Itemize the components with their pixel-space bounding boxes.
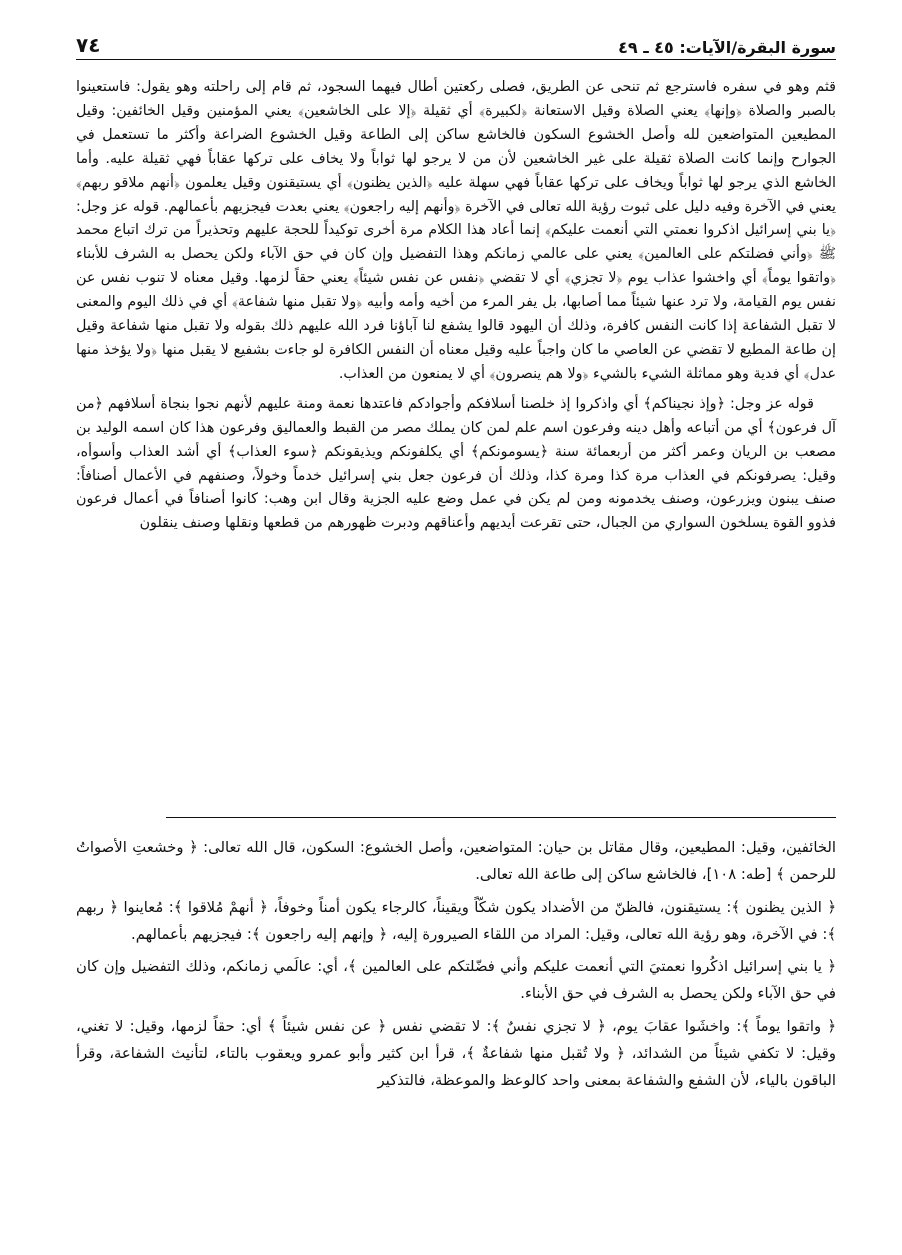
footnote-paragraph-3: ﴿ يا بني إسرائيل اذكُروا نعمتيَ التي أنعمت عليكم وأني فضّلتكم على العالمين ﴾، أي: عالَمي زمانكم، وذلك التفضيل وإن كان في حق الآباء ولكن يحصل به الشرف في حق الأبناء. <box>76 958 836 1003</box>
page-number: ٧٤ <box>76 33 101 57</box>
footnote-divider <box>166 817 836 818</box>
page-header <box>76 30 836 60</box>
footnotes <box>76 834 836 1099</box>
main-text <box>76 76 836 536</box>
book-page <box>76 26 836 1236</box>
footnote-paragraph-1: الخائفين، وقيل: المطيعين، وقال مقاتل بن حيان: المتواضعين، وأصل الخشوع: السكون، قال الله تعالى: ﴿ وخشعتِ الأصواتُ للرحمن ﴾ [طه: ١٠٨]، فالخاشع ساكن إلى طاعة الله تعالى. <box>76 839 836 884</box>
main-paragraph-2: قوله عز وجل: ﴿وإذ نجيناكم﴾ أي واذكروا إذ خلصنا أسلافكم وأجوادكم فاعتدها نعمة ومنة عليهم لأنهم نجوا بنجاة أسلافهم ﴿من آل فرعون﴾ أي من أتباعه وأهل دينه وفرعون اسم علم لمن كان يملك مصر من القبط والعماليق وفرعون هذا كان اسمه الوليد بن مصعب بن الريان وعمر أكثر من أربعمائة سنة ﴿يسومونكم﴾ أي يكلفونكم ويذيقونكم ﴿سوء العذاب﴾ أي أشد العذاب وأسوأه، وقيل: يصرفونكم في العذاب مرة كذا ومرة كذا، وذلك أن فرعون جعل بني إسرائيل خدماً وخولاً، وصنفهم في الأعمال أصنافاً: صنف يبنون ويزرعون، وصنف يخدمونه ومن لم يكن في عمل وضع عليه الجزية وقال ابن وهب: كانوا أصنافاً في أعمال فرعون فذوو القوة يسلخون السواري من الجبال، حتى تقرعت أيديهم وأعناقهم ودبرت ظهورهم من قطعها ونقلها وصنف ينقلون <box>76 395 836 532</box>
footnote-paragraph-2: ﴿ الذين يظنون ﴾: يستيقنون، فالظنّ من الأضداد يكون شكّاً ويقيناً، كالرجاء يكون أمناً وخوفاً، ﴿ أنهمْ مُلاقوا ﴾: مُعاينوا ﴿ ربهم ﴾: في الآخرة، وهو رؤية الله تعالى، وقيل: المراد من اللقاء الصيرورة إليه، ﴿ وإنهم إليه راجعون ﴾: فيجزيهم بأعمالهم. <box>76 898 836 943</box>
footnote-paragraph-4: ﴿ واتقوا يوماً ﴾: واخشَوا عقابَ يوم، ﴿ لا تجزي نفسٌ ﴾: لا تقضي نفس ﴿ عن نفس شيئاً ﴾ أي: حقاً لزمها، وقيل: لا تغني، وقيل: لا تكفي شيئاً من الشدائد، ﴿ ولا تُقبل منها شفاعةٌ ﴾، قرأ ابن كثير وأبو عمرو ويعقوب بالتاء، لتأنيث الشفاعة، وقرأ الباقون بالياء، لأن الشفع والشفاعة بمعنى واحد كالوعظ والموعظة، فالتذكير <box>76 1017 836 1090</box>
running-title: سورة البقرة/الآيات: ٤٥ ـ ٤٩ <box>618 38 836 57</box>
main-paragraph-1: قثم وهو في سفره فاسترجع ثم تنحى عن الطريق، فصلى ركعتين أطال فيهما السجود، ثم قام إلى راحلته وهو يقول: فاستعينوا بالصبر والصلاة ﴿وإنها﴾ يعني الصلاة وقيل الاستعانة ﴿لكبيرة﴾ أي ثقيلة ﴿إلا على الخاشعين﴾ يعني المؤمنين وقيل الخائفين: وقيل المطيعين المتواضعين لله وأصل الخشوع السكون فالخاشع ساكن إلى الطاعة وقيل الخشوع الضراعة وأكثر ما تستعمل في الجوارح وإنما كانت الصلاة ثقيلة على غير الخاشعين لأن من لا يرجو لها ثواباً ولا يخاف على تركها عقاباً فهي ثقيلة عليه. وأما الخاشع الذي يرجو لها ثواباً ويخاف على تركها عقاباً فهي سهلة عليه ﴿الذين يظنون﴾ أي يستيقنون وقيل يعلمون ﴿أنهم ملاقو ربهم﴾ يعني في الآخرة وفيه دليل على ثبوت رؤية الله تعالى في الآخرة ﴿وأنهم إليه راجعون﴾ يعني بعدت فيجزيهم بأعمالهم. قوله عز وجل: ﴿يا بني إسرائيل اذكروا نعمتي التي أنعمت عليكم﴾ إنما أعاد هذا الكلام مرة أخرى توكيداً للحجة عليهم وتحذيراً من ترك اتباع محمد ﷺ ﴿وأني فضلتكم على العالمين﴾ يعني على عالمي زمانكم وهذا التفضيل وإن كان في حق الآباء ولكن يحصل به الشرف للأبناء ﴿واتقوا يوماً﴾ أي واخشوا عذاب يوم ﴿لا تجزي﴾ أي لا تقضي ﴿نفس عن نفس شيئاً﴾ يعني حقاً لزمها. وقيل معناه لا تنوب نفس عن نفس يوم القيامة، ولا ترد عنها شيئاً مما أصابها، بل يفر المرء من أخيه وأمه وأبيه ﴿ولا تقبل منها شفاعة﴾ أي في ذلك اليوم والمعنى لا تقبل الشفاعة إذا كانت النفس كافرة، وذلك أن اليهود قالوا يشفع لنا آباؤنا فرد الله عليهم ذلك بقوله ولا تقبل منها شفاعة وقيل إن طاعة المطيع لا تقضي عن العاصي ما كان واجباً عليه وقيل معناه أن النفس الكافرة لو جاءت بشفيع لا يقبل منها ﴿ولا يؤخذ منها عدل﴾ أي فدية وهو مماثلة الشيء بالشيء ﴿ولا هم ينصرون﴾ أي لا يمنعون من العذاب. <box>76 79 836 382</box>
